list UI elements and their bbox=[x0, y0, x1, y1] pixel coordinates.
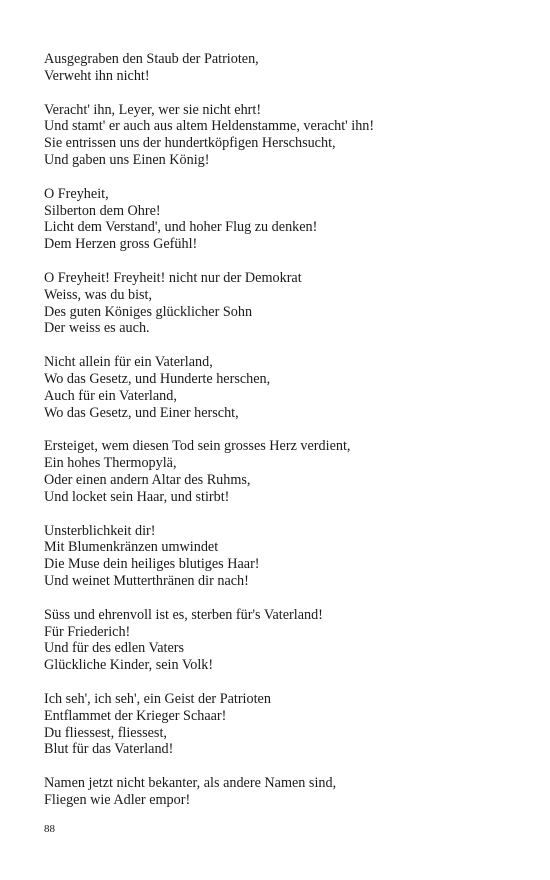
poem-line: Verweht ihn nicht! bbox=[44, 67, 150, 84]
poem-line: Süss und ehrenvoll ist es, sterben für's Vaterland! bbox=[44, 606, 323, 623]
poem-line: Fliegen wie Adler empor! bbox=[44, 791, 191, 808]
poem-line: Und gaben uns Einen König! bbox=[44, 151, 210, 168]
poem-line: Du fliessest, fliessest, bbox=[44, 724, 167, 741]
poem-line: Und locket sein Haar, und stirbt! bbox=[44, 488, 230, 505]
poem-line: Silberton dem Ohre! bbox=[44, 202, 161, 219]
poem-line: Unsterblichkeit dir! bbox=[44, 522, 156, 539]
poem-line: Ich seh', ich seh', ein Geist der Patrioten bbox=[44, 690, 271, 707]
stanza bbox=[44, 102, 514, 169]
stanza bbox=[44, 354, 514, 421]
stanza bbox=[44, 51, 514, 85]
poem-line: Für Friederich! bbox=[44, 623, 131, 640]
stanza bbox=[44, 438, 514, 505]
poem-line: Des guten Königes glücklicher Sohn bbox=[44, 303, 253, 320]
poem-line: Oder einen andern Altar des Ruhms, bbox=[44, 471, 251, 488]
stanza bbox=[44, 270, 514, 337]
poem-line: Licht dem Verstand', und hoher Flug zu denken! bbox=[44, 219, 318, 236]
poem-line: Sie entrissen uns der hundertköpfigen Herschsucht, bbox=[44, 135, 336, 152]
poem-line: Und für des edlen Vaters bbox=[44, 640, 184, 657]
poem-line: Namen jetzt nicht bekanter, als andere Namen sind, bbox=[44, 775, 337, 792]
poem-line: Mit Blumenkränzen umwindet bbox=[44, 539, 219, 556]
poem-line: Ausgegraben den Staub der Patrioten, bbox=[44, 51, 259, 67]
page-number: 88 bbox=[44, 823, 55, 835]
poem-line: Wo das Gesetz, und Hunderte herschen, bbox=[44, 370, 271, 387]
poem-line: Dem Herzen gross Gefühl! bbox=[44, 236, 198, 253]
poem-line: Veracht' ihn, Leyer, wer sie nicht ehrt! bbox=[44, 101, 262, 118]
poem-line: Ein hohes Thermopylä, bbox=[44, 455, 177, 472]
poem-line: Die Muse dein heiliges blutiges Haar! bbox=[44, 556, 260, 573]
poem-line: Der weiss es auch. bbox=[44, 320, 150, 337]
poem-line: Nicht allein für ein Vaterland, bbox=[44, 354, 213, 371]
poem-line: Weiss, was du bist, bbox=[44, 286, 153, 303]
stanza bbox=[44, 186, 514, 253]
stanza bbox=[44, 775, 514, 809]
poem-body bbox=[44, 51, 514, 826]
stanza bbox=[44, 691, 514, 758]
poem-line: O Freyheit! Freyheit! nicht nur der Demokrat bbox=[44, 269, 302, 286]
poem-line: Glückliche Kinder, sein Volk! bbox=[44, 657, 214, 674]
poem-line: Und weinet Mutterthränen dir nach! bbox=[44, 572, 249, 589]
poem-line: Auch für ein Vaterland, bbox=[44, 387, 177, 404]
poem-line: O Freyheit, bbox=[44, 185, 109, 202]
poem-line: Und stamt' er auch aus altem Heldenstamme, veracht' ihn! bbox=[44, 118, 375, 135]
poem-line: Entflammet der Krieger Schaar! bbox=[44, 707, 227, 724]
poem-line: Ersteiget, wem diesen Tod sein grosses Herz verdient, bbox=[44, 438, 351, 455]
stanza bbox=[44, 523, 514, 590]
stanza bbox=[44, 607, 514, 674]
poem-line: Blut für das Vaterland! bbox=[44, 741, 174, 758]
poem-line: Wo das Gesetz, und Einer herscht, bbox=[44, 404, 239, 421]
